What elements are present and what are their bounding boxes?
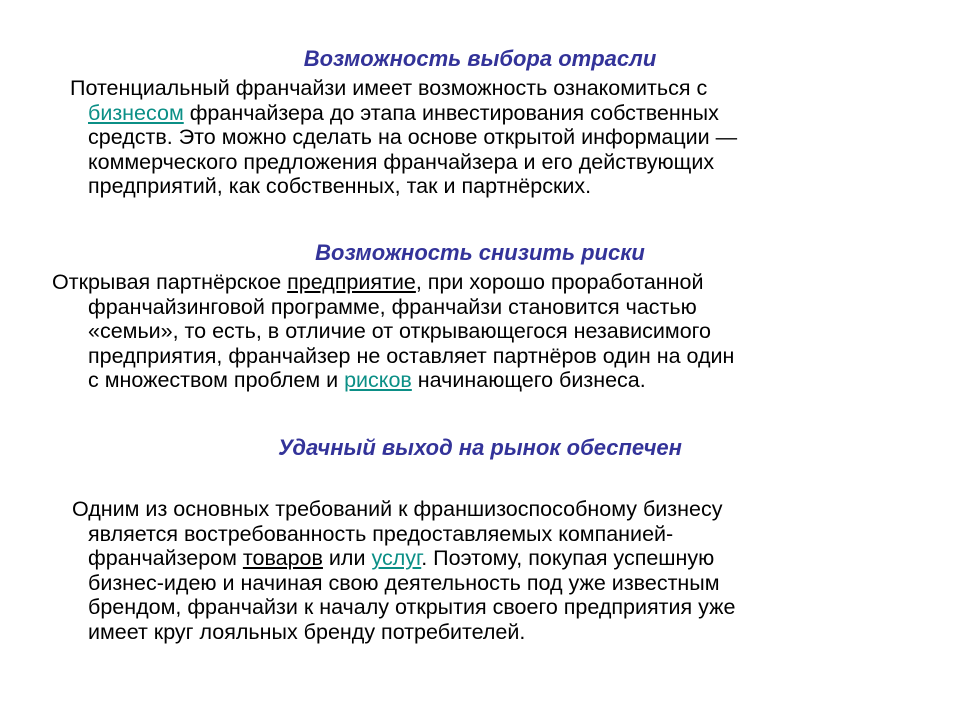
text-fragment: с множеством проблем и <box>88 368 345 393</box>
link-goods[interactable]: товаров <box>242 546 323 571</box>
text-fragment: франчайзера до этапа инвестирования собственных <box>183 100 719 125</box>
text-fragment: начинающего бизнеса. <box>411 368 646 393</box>
link-risks[interactable]: рисков <box>344 368 412 393</box>
heading-market-entry: Удачный выход на рынок обеспечен <box>278 435 682 460</box>
text-line: Потенциальный франчайзи имеет возможность ознакомиться с <box>70 76 708 100</box>
text-line: является востребованность предоставляемых компанией- <box>88 521 674 546</box>
text-fragment: , при хорошо проработанной <box>415 270 704 294</box>
text-line: средств. Это можно сделать на основе открытой информации — <box>88 125 738 150</box>
text-line: предприятий, как собственных, так и партнёрских. <box>88 174 592 199</box>
link-services[interactable]: услуг <box>371 546 422 571</box>
text-line: франчайзинговой программе, франчайзи становится частью <box>88 294 697 319</box>
text-line <box>52 270 734 295</box>
link-business[interactable]: бизнесом <box>88 100 184 125</box>
text-line: коммерческого предложения франчайзера и его действующих <box>88 149 715 174</box>
text-line: Одним из основных требований к франшизоспособному бизнесу <box>72 497 723 521</box>
paragraph-industry-choice <box>70 76 737 199</box>
text-fragment: или <box>322 546 372 571</box>
text-line <box>52 368 734 393</box>
text-fragment: . Поэтому, покупая успешную <box>421 546 715 571</box>
heading-reduce-risks: Возможность снизить риски <box>315 240 645 265</box>
text-line: брендом, франчайзи к началу открытия своего предприятия уже <box>88 595 736 620</box>
paragraph-reduce-risks <box>52 270 734 393</box>
text-line: имеет круг лояльных бренду потребителей. <box>88 619 526 644</box>
text-line: предприятия, франчайзер не оставляет партнёров один на один <box>88 343 735 368</box>
paragraph-market-entry <box>72 497 735 645</box>
text-fragment: Открывая партнёрское <box>52 270 288 294</box>
text-line <box>70 101 737 126</box>
text-fragment: франчайзером <box>88 546 243 571</box>
heading-industry-choice: Возможность выбора отрасли <box>303 46 657 71</box>
link-enterprise[interactable]: предприятие <box>287 270 416 294</box>
text-line: бизнес-идею и начиная свою деятельность под уже известным <box>88 570 720 595</box>
text-line: «семьи», то есть, в отличие от открывающегося независимого <box>88 319 711 344</box>
text-line <box>72 546 735 571</box>
